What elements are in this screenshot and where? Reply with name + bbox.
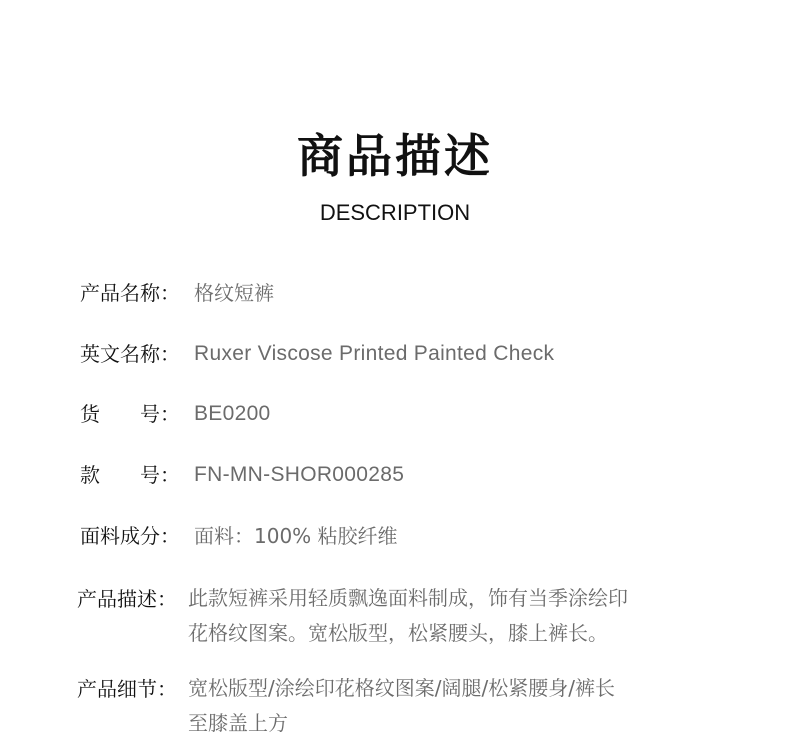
description-line: 此款短裤采用轻质飘逸面料制成，饰有当季涂绘印 (188, 586, 628, 610)
english-name-label: 英文名称： (80, 342, 180, 366)
english-name-value: Ruxer Viscose Printed Painted Check (194, 342, 555, 365)
fabric-label: 面料成分： (80, 524, 180, 548)
product-name-label: 产品名称： (80, 281, 180, 305)
details-value (188, 671, 708, 741)
description-line: 花格纹图案。宽松版型，松紧腰头，膝上裤长。 (188, 621, 608, 645)
details-label: 产品细节： (77, 677, 177, 701)
page-title: 商品描述 (297, 129, 493, 183)
product-name-value: 格纹短裤 (194, 281, 274, 305)
item-no-value: BE0200 (194, 402, 271, 425)
details-line: 宽松版型/涂绘印花格纹图案/阔腿/松紧腰身/裤长 (188, 676, 615, 700)
description-value (188, 581, 708, 651)
item-no-label: 货 号： (80, 402, 180, 426)
page-subtitle: DESCRIPTION (319, 200, 471, 225)
style-no-label: 款 号： (80, 463, 180, 487)
fabric-value: 面料：100% 粘胶纤维 (194, 524, 398, 548)
style-no-value: FN-MN-SHOR000285 (194, 463, 405, 486)
description-label: 产品描述： (77, 587, 177, 611)
details-line: 至膝盖上方 (188, 711, 288, 735)
